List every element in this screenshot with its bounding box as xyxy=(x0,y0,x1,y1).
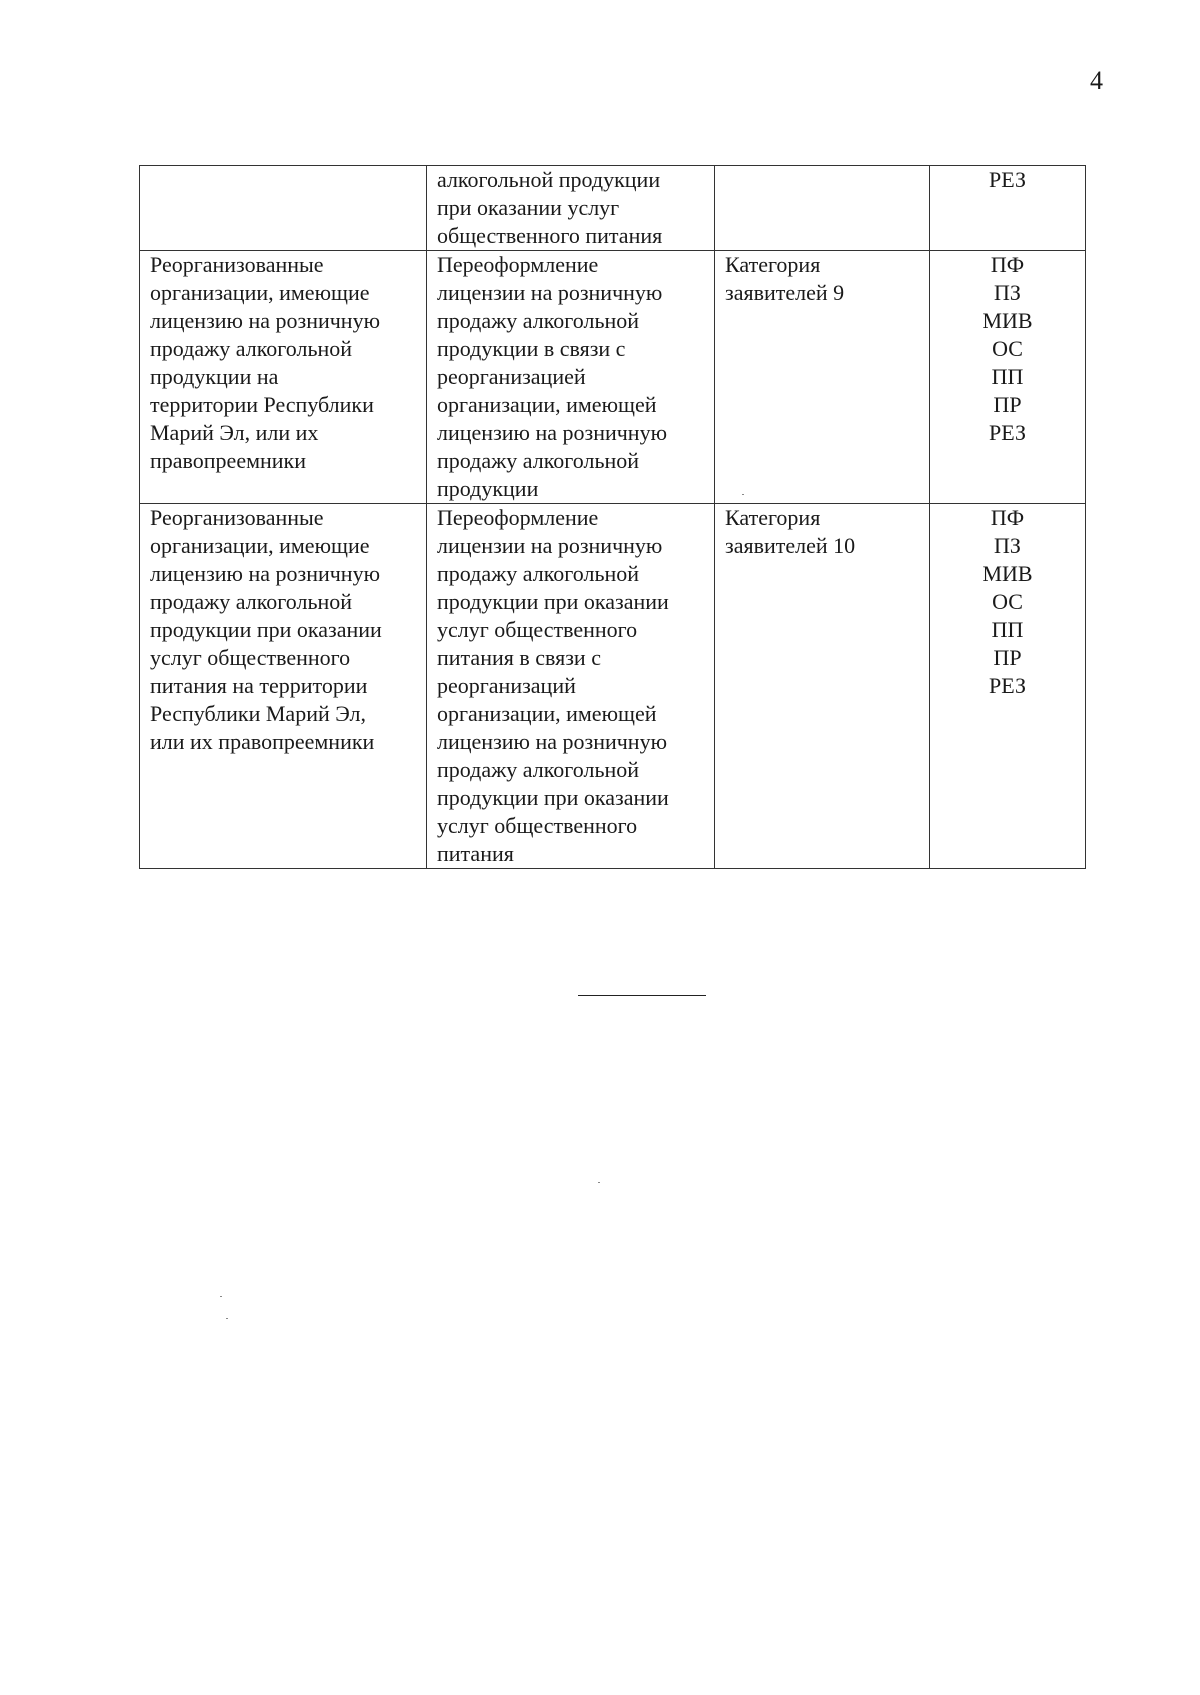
cell-text-line: питания в связи с xyxy=(437,645,601,670)
codes-cell xyxy=(930,166,1086,251)
end-separator-line xyxy=(578,995,706,996)
cell-text-line: Марий Эл, или их xyxy=(150,420,319,445)
document-code: ПЗ xyxy=(994,280,1021,305)
cell-text-line: питания xyxy=(437,841,514,866)
document-code: РЕЗ xyxy=(989,673,1026,698)
table-row xyxy=(140,251,1086,504)
document-code: МИВ xyxy=(982,308,1033,333)
document-code: ПЗ xyxy=(994,533,1021,558)
cell-text-line: продажу алкогольной xyxy=(150,589,353,614)
document-code: РЕЗ xyxy=(989,167,1026,192)
scan-speck xyxy=(742,494,744,495)
cell-text-line: продукции на xyxy=(150,364,279,389)
cell-text-line: питания на территории xyxy=(150,673,368,698)
codes-cell xyxy=(930,504,1086,869)
cell-text-line: Республики Марий Эл, xyxy=(150,701,366,726)
scan-speck xyxy=(226,1318,228,1319)
cell-text-line: услуг общественного xyxy=(150,645,351,670)
applicants-cell xyxy=(140,504,427,869)
cell-text-line: Реорганизованные xyxy=(150,252,324,277)
table-body xyxy=(140,166,1086,869)
cell-text-line: услуг общественного xyxy=(437,813,638,838)
document-code: ПФ xyxy=(990,505,1025,530)
cell-text-line: продукции при оказании xyxy=(437,785,669,810)
document-code: ПП xyxy=(991,364,1024,389)
cell-text-line: организации, имеющей xyxy=(437,392,657,417)
scan-speck xyxy=(220,1296,222,1297)
cell-text-line: общественного питания xyxy=(437,223,663,248)
cell-text-line: продукции при оказании xyxy=(150,617,382,642)
cell-text-line: Категория xyxy=(725,505,821,530)
cell-text-line: организации, имеющие xyxy=(150,533,370,558)
document-code: ПП xyxy=(991,617,1024,642)
applicants-cell xyxy=(140,166,427,251)
cell-text-line: организации, имеющие xyxy=(150,280,370,305)
service-cell xyxy=(427,166,715,251)
table-row xyxy=(140,504,1086,869)
cell-text-line: услуг общественного xyxy=(437,617,638,642)
cell-text-line: алкогольной продукции xyxy=(437,167,661,192)
codes-cell xyxy=(930,251,1086,504)
cell-text-line: или их правопреемники xyxy=(150,729,375,754)
document-code: ОС xyxy=(992,589,1023,614)
category-cell xyxy=(715,251,930,504)
category-cell xyxy=(715,166,930,251)
cell-text-line: продажу алкогольной xyxy=(437,561,640,586)
cell-text-line: продукции при оказании xyxy=(437,589,669,614)
cell-text-line: лицензию на розничную xyxy=(150,308,381,333)
cell-text-line: территории Республики xyxy=(150,392,374,417)
cell-text-line: лицензию на розничную xyxy=(437,420,668,445)
cell-text-line: заявителей 9 xyxy=(725,280,845,305)
table-row xyxy=(140,166,1086,251)
document-code: МИВ xyxy=(982,561,1033,586)
cell-text-line: лицензии на розничную xyxy=(437,533,663,558)
document-code: ОС xyxy=(992,336,1023,361)
page-number: 4 xyxy=(1090,66,1103,95)
cell-text-line: продажу алкогольной xyxy=(437,757,640,782)
cell-text-line: продажу алкогольной xyxy=(150,336,353,361)
document-code: ПР xyxy=(993,392,1022,417)
cell-text-line: продажу алкогольной xyxy=(437,308,640,333)
service-cell xyxy=(427,251,715,504)
cell-text-line: продукции xyxy=(437,476,539,501)
cell-text-line: реорганизаций xyxy=(437,673,576,698)
cell-text-line: правопреемники xyxy=(150,448,307,473)
cell-text-line: Реорганизованные xyxy=(150,505,324,530)
cell-text-line: лицензию на розничную xyxy=(150,561,381,586)
category-cell xyxy=(715,504,930,869)
cell-text-line: заявителей 10 xyxy=(725,533,856,558)
services-table xyxy=(139,165,1086,869)
scan-speck xyxy=(598,1182,600,1183)
cell-text-line: Переоформление xyxy=(437,505,599,530)
document-code: РЕЗ xyxy=(989,420,1026,445)
document-code: ПФ xyxy=(990,252,1025,277)
service-cell xyxy=(427,504,715,869)
cell-text-line: Категория xyxy=(725,252,821,277)
cell-text-line: лицензию на розничную xyxy=(437,729,668,754)
cell-text-line: Переоформление xyxy=(437,252,599,277)
cell-text-line: лицензии на розничную xyxy=(437,280,663,305)
document-code: ПР xyxy=(993,645,1022,670)
applicants-cell xyxy=(140,251,427,504)
cell-text-line: реорганизацией xyxy=(437,364,586,389)
cell-text-line: при оказании услуг xyxy=(437,195,620,220)
cell-text-line: организации, имеющей xyxy=(437,701,657,726)
cell-text-line: продукции в связи с xyxy=(437,336,626,361)
cell-text-line: продажу алкогольной xyxy=(437,448,640,473)
